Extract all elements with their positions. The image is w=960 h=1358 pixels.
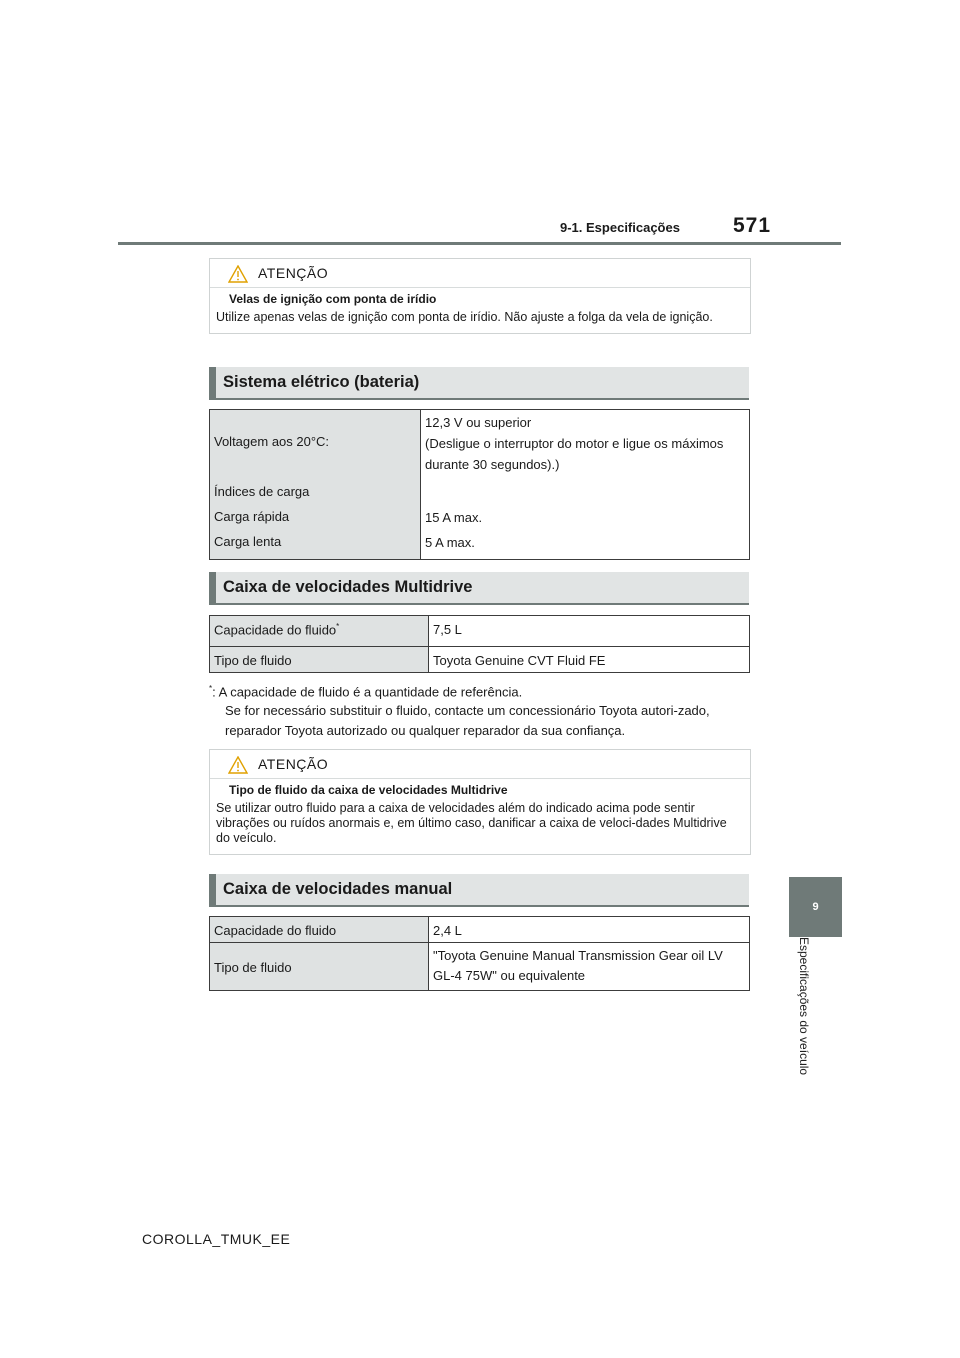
fluid-type-label: Tipo de fluido [210, 943, 429, 991]
capacity-label: Capacidade do fluido [210, 917, 429, 943]
section-heading-manual [209, 874, 749, 907]
slow-charge-value: 5 A max. [425, 535, 475, 550]
table-key-cell [210, 410, 421, 560]
table-value-cell [421, 410, 750, 560]
table-row [210, 917, 750, 943]
caution-header [210, 259, 750, 288]
capacity-label [210, 616, 429, 647]
charge-label: Índices de carga [214, 484, 310, 499]
page-number: 571 [733, 214, 772, 237]
warning-triangle-icon [228, 756, 248, 774]
header-rule [118, 242, 841, 245]
voltage-value: 12,3 V ou superior [425, 415, 532, 430]
caution-box-iridium [209, 258, 751, 334]
fast-charge-label: Carga rápida [214, 509, 290, 524]
chapter-number: 9 [812, 901, 819, 913]
footnote-text-2: Se for necessário substituir o fluido, contacte um concessionário Toyota autori-zado, reparador Toyota autorizado ou qualquer reparador da sua confiança. [225, 703, 710, 739]
caution-header [210, 750, 750, 779]
manual-spec-table [209, 916, 750, 991]
section-heading-text: Caixa de velocidades Multidrive [223, 578, 473, 596]
slow-charge-label: Carga lenta [214, 534, 282, 549]
section-title: 9-1. Especificações [560, 220, 680, 235]
chapter-label: Especificações do veículo [797, 937, 811, 1076]
table-row [210, 616, 750, 647]
capacity-value: 2,4 L [429, 917, 750, 943]
voltage-label: Voltagem aos 20°C: [214, 434, 330, 449]
chapter-tab[interactable] [789, 877, 842, 937]
voltage-note: (Desligue o interruptor do motor e ligue os máximos durante 30 segundos).) [425, 436, 724, 472]
caution-title: Velas de ignição com ponta de irídio [229, 292, 437, 306]
capacity-label-text: Capacidade do fluido [214, 622, 337, 638]
footnote-mark: * [209, 684, 213, 693]
battery-spec-table [209, 409, 750, 560]
caution-text: Utilize apenas velas de ignição com ponta de irídio. Não ajuste a folga da vela de ignição. [216, 310, 713, 324]
caution-label: ATENÇÃO [258, 265, 329, 281]
fluid-type-value: Toyota Genuine CVT Fluid FE [429, 647, 750, 673]
table-row [210, 943, 750, 991]
capacity-value: 7,5 L [429, 616, 750, 647]
section-heading-battery [209, 367, 749, 400]
table-row [210, 410, 750, 560]
warning-triangle-icon [228, 265, 248, 283]
caution-label: ATENÇÃO [258, 756, 329, 772]
footnote-line [209, 679, 749, 701]
table-row [210, 647, 750, 673]
caution-text: Se utilizar outro fluido para a caixa de velocidades além do indicado acima pode sentir vibrações ou ruídos anormais e, em último caso, danificar a caixa de veloci-dades Multidrive do veículo. [216, 801, 727, 845]
section-heading-text: Caixa de velocidades manual [223, 880, 453, 898]
footnote [209, 679, 749, 741]
footnote-mark: * [336, 622, 340, 631]
multidrive-spec-table [209, 615, 750, 673]
fast-charge-value: 15 A max. [425, 510, 483, 525]
fluid-type-value: "Toyota Genuine Manual Transmission Gear oil LV GL-4 75W" ou equivalente [429, 943, 750, 991]
document-code: COROLLA_TMUK_EE [142, 1231, 291, 1247]
fluid-type-label: Tipo de fluido [210, 647, 429, 673]
caution-box-multidrive [209, 749, 751, 855]
section-heading-multidrive [209, 572, 749, 605]
footnote-text-1: : A capacidade de fluido é a quantidade de referência. [212, 684, 523, 700]
caution-title: Tipo de fluido da caixa de velocidades Multidrive [229, 783, 508, 797]
section-heading-text: Sistema elétrico (bateria) [223, 373, 420, 391]
